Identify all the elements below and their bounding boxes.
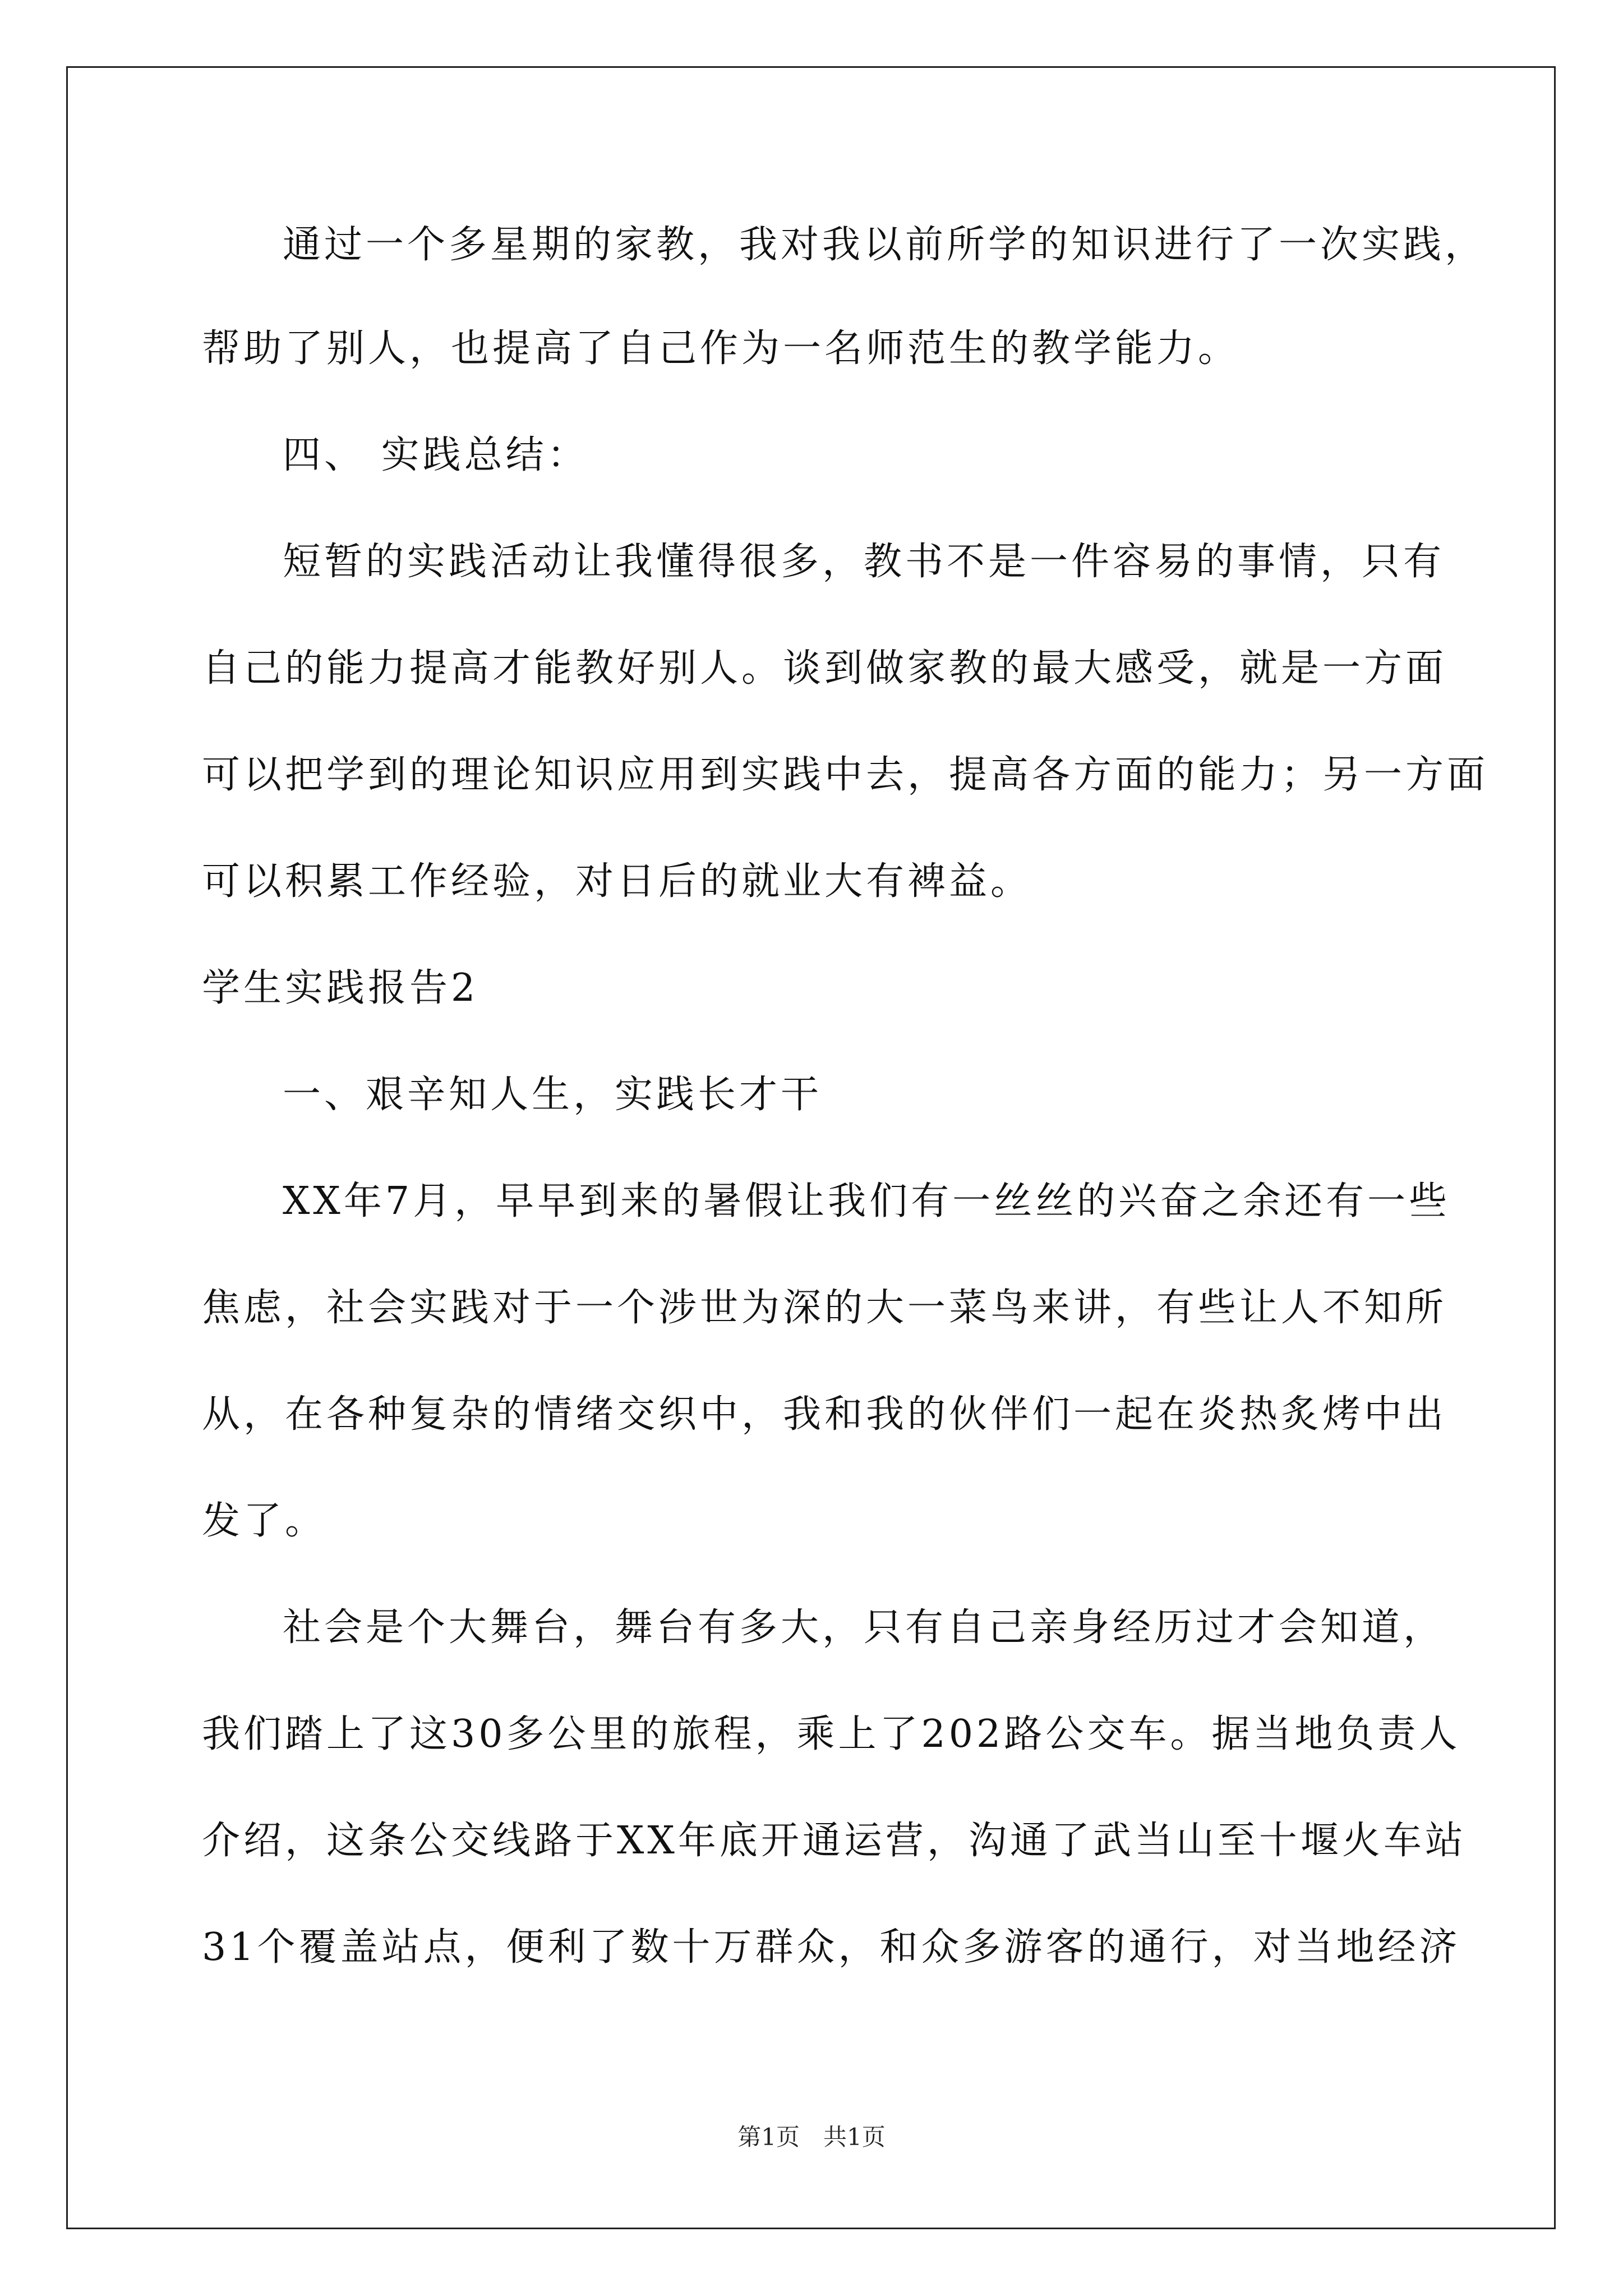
paragraph-line: 短暂的实践活动让我懂得很多，教书不是一件容易的事情，只有 [283, 540, 1445, 584]
paragraph-line: 可以把学到的理论知识应用到实践中去，提高各方面的能力；另一方面 [202, 753, 1489, 797]
paragraph-line: 介绍，这条公交线路于XX年底开通运营，沟通了武当山至十堰火车站 [202, 1819, 1467, 1863]
paragraph-line: 可以积累工作经验，对日后的就业大有裨益。 [202, 859, 1032, 904]
paragraph-line: 社会是个大舞台，舞台有多大，只有自己亲身经历过才会知道， [283, 1605, 1445, 1650]
paragraph-line: 焦虑，社会实践对于一个涉世为深的大一菜鸟来讲，有些让人不知所 [202, 1286, 1447, 1330]
report-title: 学生实践报告2 [202, 966, 479, 1010]
paragraph-line: 帮助了别人，也提高了自己作为一名师范生的教学能力。 [202, 326, 1240, 371]
section-heading: 一、艰辛知人生，实践长才干 [283, 1073, 823, 1117]
paragraph-line: 通过一个多星期的家教，我对我以前所学的知识进行了一次实践， [283, 223, 1487, 267]
paragraph-line: XX年7月，早早到来的暑假让我们有一丝丝的兴奋之余还有一些 [283, 1179, 1451, 1223]
paragraph-line: 31个覆盖站点，便利了数十万群众，和众多游客的通行，对当地经济 [202, 1925, 1461, 1970]
paragraph-line: 发了。 [202, 1499, 327, 1543]
paragraph-line: 自己的能力提高才能教好别人。谈到做家教的最大感受，就是一方面 [202, 646, 1447, 691]
paragraph-line: 我们踏上了这30多公里的旅程，乘上了202路公交车。据当地负责人 [202, 1712, 1461, 1756]
paragraph-line: 从，在各种复杂的情绪交织中，我和我的伙伴们一起在炎热炙烤中出 [202, 1392, 1447, 1437]
section-heading: 四、 实践总结： [283, 433, 589, 477]
page-border [66, 66, 1556, 2229]
page-footer: 第1页 共1页 [737, 2123, 886, 2151]
